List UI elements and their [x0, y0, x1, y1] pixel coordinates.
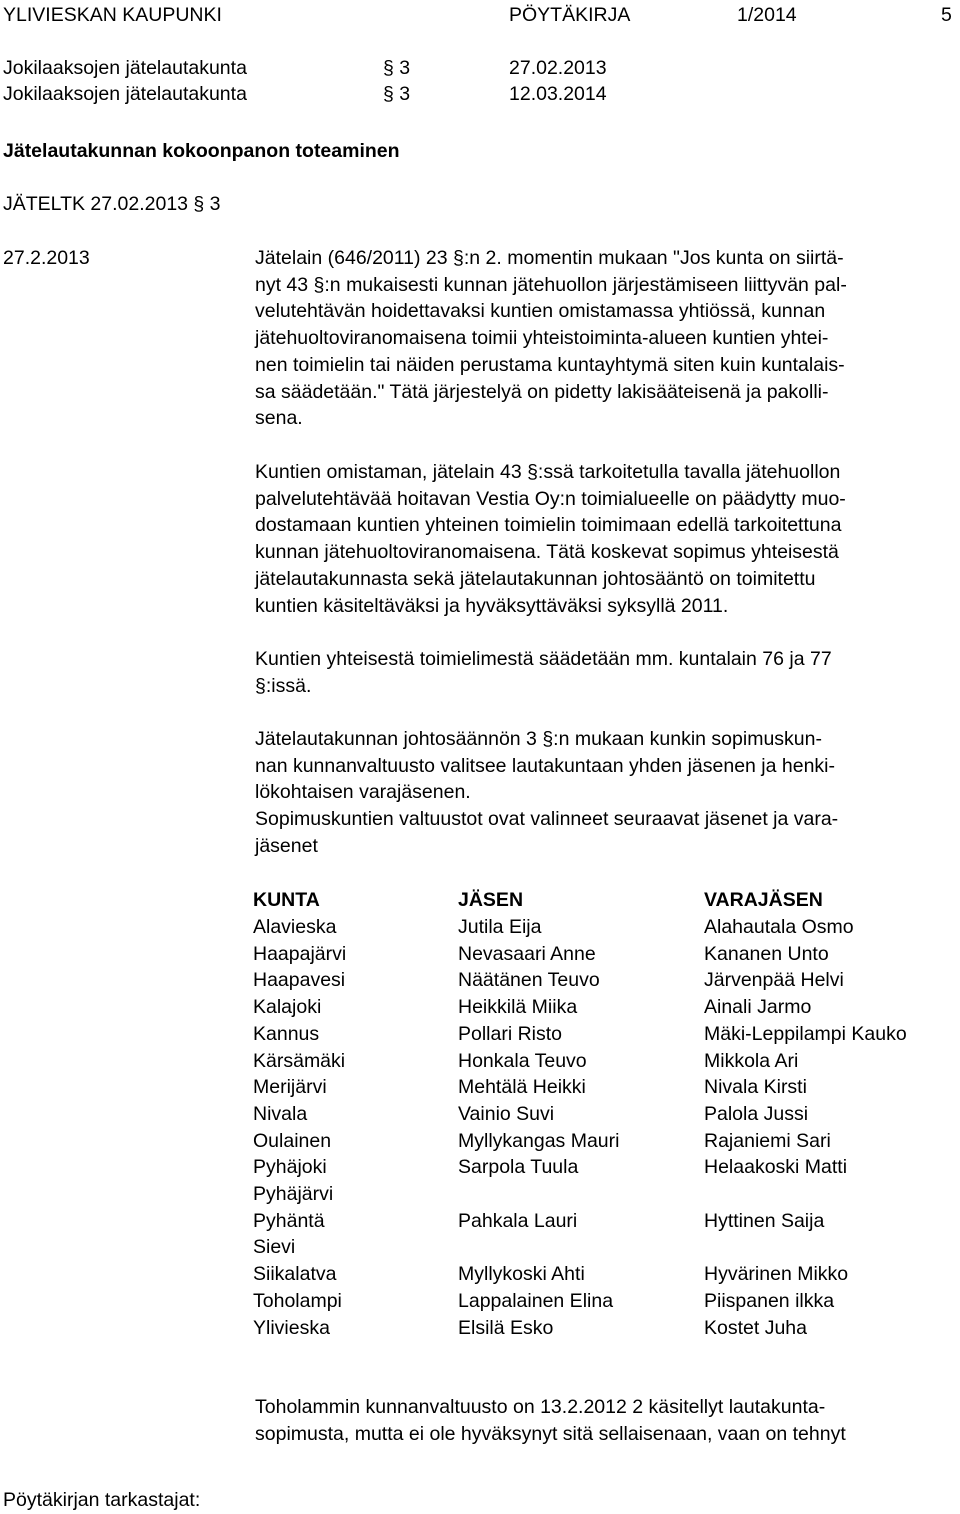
paragraph-line: sena.	[255, 407, 303, 430]
municipality-cell: Pyhäjoki	[253, 1156, 327, 1179]
meeting-section: § 3	[383, 57, 411, 79]
member-cell: Myllykoski Ahti	[458, 1263, 585, 1286]
body-paragraph	[255, 726, 953, 860]
body-paragraph	[255, 646, 953, 699]
municipality-cell: Pyhäntä	[253, 1209, 325, 1232]
paragraph-line: nan kunnanvaltuusto valitsee lautakuntaan yhden jäsenen ja henki-	[255, 754, 836, 777]
deputy-cell: Alahautala Osmo	[704, 916, 854, 938]
paragraph-line: nyt 43 §:n mukaisesti kunnan jätehuollon järjestämiseen liittyvän pal-	[255, 273, 847, 296]
member-cell: Jutila Eija	[458, 916, 542, 938]
municipality-cell: Kärsämäki	[253, 1049, 346, 1072]
member-cell: Myllykangas Mauri	[458, 1129, 620, 1152]
body-paragraph	[255, 245, 953, 432]
municipality-cell: Nivala	[253, 1102, 308, 1125]
municipality-cell: Siikalatva	[253, 1263, 337, 1286]
municipality-cell: Haapajärvi	[253, 942, 347, 965]
paragraph-line: Sopimuskuntien valtuustot ovat valinneet seuraavat jäsenet ja vara-	[255, 808, 839, 831]
deputy-cell: Piispanen ilkka	[704, 1289, 835, 1312]
municipality-cell: Ylivieska	[253, 1316, 330, 1339]
paragraph-line: palvelutehtävää hoitavan Vestia Oy:n toimialueelle on päädytty muo-	[255, 487, 846, 510]
minutes-examiners-label: Pöytäkirjan tarkastajat:	[3, 1489, 201, 1511]
member-cell: Heikkilä Miika	[458, 996, 578, 1019]
member-cell: Sarpola Tuula	[458, 1156, 579, 1179]
table-header-municipality: KUNTA	[253, 889, 320, 911]
paragraph-line: velutehtävän hoidettavaksi kuntien omistamassa yhtiössä, kunnan	[255, 300, 826, 323]
page-number: 5	[941, 4, 952, 26]
municipality-cell: Toholampi	[253, 1289, 342, 1312]
section-title: Jätelautakunnan kokoonpanon toteaminen	[3, 140, 400, 162]
member-cell: Elsilä Esko	[458, 1316, 554, 1339]
paragraph-line: §:issä.	[255, 674, 312, 697]
deputy-cell: Mikkola Ari	[704, 1049, 799, 1072]
municipality-cell: Sievi	[253, 1236, 296, 1259]
paragraph-line: lökohtaisen varajäsenen.	[255, 781, 471, 804]
deputy-cell: Nivala Kirsti	[704, 1076, 807, 1099]
meeting-body: Jokilaaksojen jätelautakunta	[3, 57, 247, 79]
paragraph-line: sopimusta, mutta ei ole hyväksynyt sitä sellaisenaan, vaan on tehnyt	[255, 1422, 846, 1445]
deputy-cell: Kostet Juha	[704, 1316, 807, 1339]
document-type: PÖYTÄKIRJA	[509, 4, 631, 26]
meeting-date: 27.02.2013	[509, 57, 607, 79]
member-cell: Lappalainen Elina	[458, 1289, 614, 1312]
deputy-cell: Helaakoski Matti	[704, 1156, 848, 1179]
member-cell: Pollari Risto	[458, 1022, 563, 1045]
paragraph-line: Jätelain (646/2011) 23 §:n 2. momentin mukaan "Jos kunta on siirtä-	[255, 247, 844, 269]
member-cell: Honkala Teuvo	[458, 1049, 587, 1072]
municipality-cell: Haapavesi	[253, 969, 346, 992]
entry-date: 27.2.2013	[3, 247, 90, 269]
paragraph-line: Jätelautakunnan johtosäännön 3 §:n mukaan kunkin sopimuskun-	[255, 728, 822, 750]
body-paragraph	[255, 459, 953, 619]
paragraph-line: dostamaan kuntien yhteinen toimielin toimimaan edellä tarkoitettuna	[255, 514, 842, 537]
municipality-cell: Kalajoki	[253, 996, 322, 1019]
municipality-cell: Kannus	[253, 1022, 320, 1045]
deputy-cell: Hyvärinen Mikko	[704, 1263, 849, 1286]
municipality-cell: Merijärvi	[253, 1076, 327, 1099]
meeting-section: § 3	[383, 83, 411, 105]
reference-line: JÄTELTK 27.02.2013 § 3	[3, 193, 221, 215]
deputy-cell: Ainali Jarmo	[704, 996, 812, 1019]
document-number: 1/2014	[737, 4, 797, 26]
paragraph-line: jätelautakunnasta sekä jätelautakunnan johtosääntö on toimitettu	[255, 567, 816, 590]
organization-name: YLIVIESKAN KAUPUNKI	[3, 4, 222, 26]
member-cell: Mehtälä Heikki	[458, 1076, 586, 1099]
paragraph-line: kuntien käsiteltäväksi ja hyväksyttäväksi syksyllä 2011.	[255, 594, 729, 617]
member-cell: Näätänen Teuvo	[458, 969, 600, 992]
table-header-member: JÄSEN	[458, 889, 524, 911]
paragraph-line: Toholammin kunnanvaltuusto on 13.2.2012 2 käsitellyt lautakunta-	[255, 1396, 826, 1418]
deputy-cell: Hyttinen Saija	[704, 1209, 825, 1232]
deputy-cell: Rajaniemi Sari	[704, 1129, 831, 1152]
meeting-body: Jokilaaksojen jätelautakunta	[3, 83, 247, 105]
paragraph-line: nen toimielin tai näiden perustama kuntayhtymä siten kuin kuntalais-	[255, 353, 845, 376]
closing-paragraph	[255, 1394, 953, 1447]
table-header-deputy: VARAJÄSEN	[704, 889, 823, 911]
municipality-cell: Alavieska	[253, 916, 337, 938]
deputy-cell: Järvenpää Helvi	[704, 969, 844, 992]
member-cell: Nevasaari Anne	[458, 942, 596, 965]
member-cell: Pahkala Lauri	[458, 1209, 578, 1232]
deputy-cell: Palola Jussi	[704, 1102, 809, 1125]
paragraph-line: sa säädetään." Tätä järjestelyä on pidetty lakisääteisenä ja pakolli-	[255, 380, 829, 403]
deputy-cell: Kananen Unto	[704, 942, 829, 965]
paragraph-line: Kuntien omistaman, jätelain 43 §:ssä tarkoitetulla tavalla jätehuollon	[255, 461, 841, 483]
municipality-cell: Oulainen	[253, 1129, 332, 1152]
paragraph-line: jäsenet	[255, 834, 318, 857]
meeting-date: 12.03.2014	[509, 83, 607, 105]
paragraph-line: kunnan jätehuoltoviranomaisena. Tätä koskevat sopimus yhteisestä	[255, 541, 839, 564]
deputy-cell: Mäki-Leppilampi Kauko	[704, 1022, 907, 1045]
paragraph-line: Kuntien yhteisestä toimielimestä säädetään mm. kuntalain 76 ja 77	[255, 648, 832, 670]
municipality-cell: Pyhäjärvi	[253, 1183, 334, 1205]
paragraph-line: jätehuoltoviranomaisena toimii yhteistoiminta-alueen kuntien yhtei-	[255, 327, 829, 350]
member-cell: Vainio Suvi	[458, 1102, 555, 1125]
